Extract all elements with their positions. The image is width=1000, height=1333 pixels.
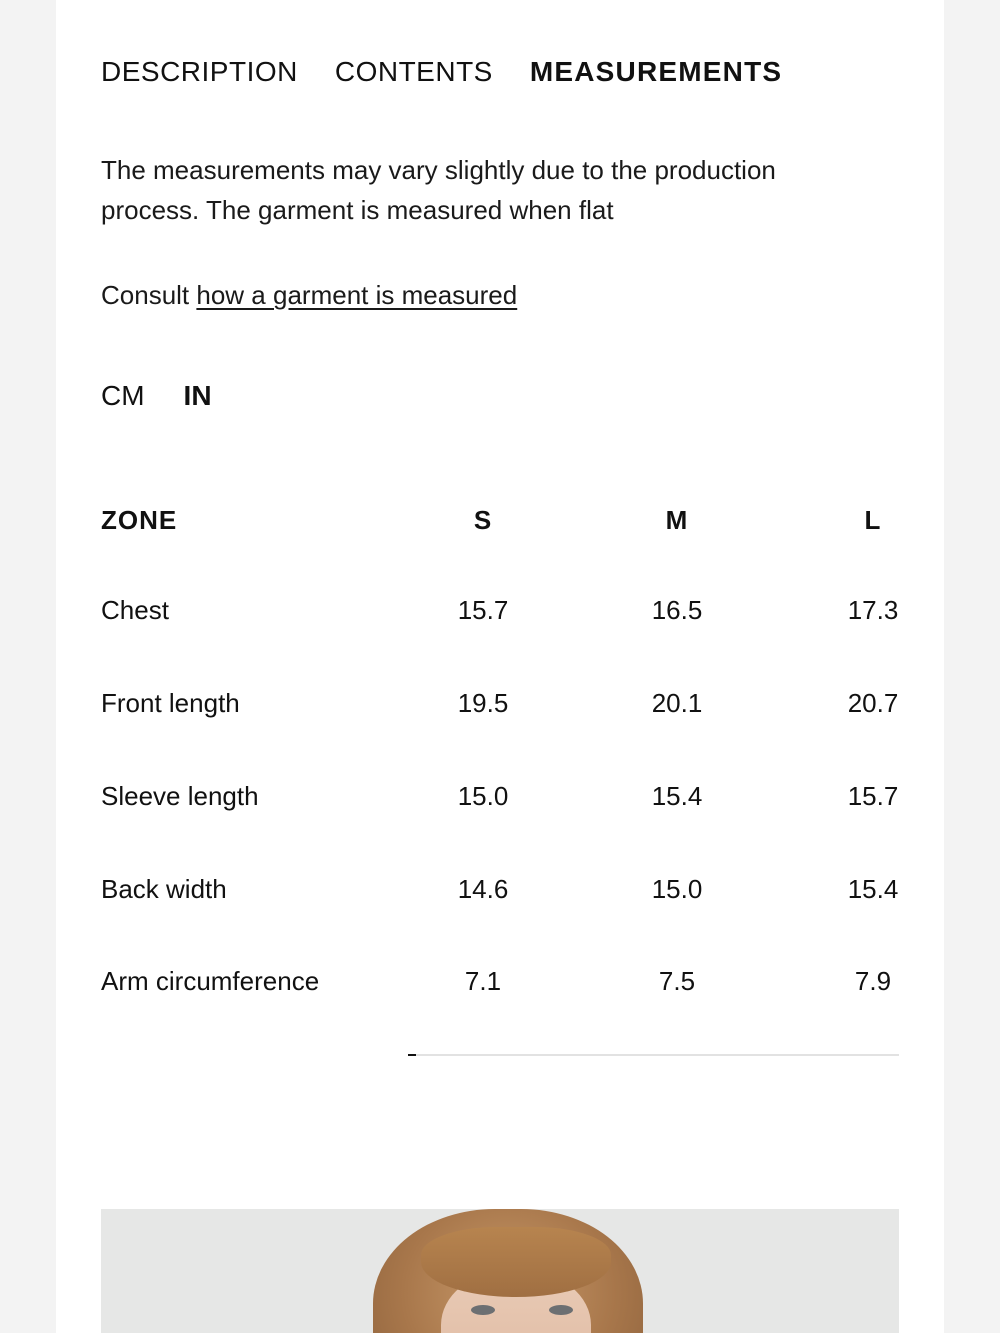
photo-eye-shape [471,1305,495,1315]
size-value: 15.4 [651,781,703,811]
model-photo [101,1209,899,1333]
consult-prefix: Consult [101,280,197,310]
unit-in[interactable]: IN [183,380,212,411]
tab-description[interactable]: DESCRIPTION [101,56,298,87]
size-value: 15.0 [651,874,703,904]
size-value: 15.7 [847,781,899,811]
size-value: 14.6 [457,874,509,904]
table-row [101,869,899,909]
size-value: 16.5 [651,595,703,625]
zone-label: Sleeve length [101,781,259,811]
size-value: 19.5 [457,688,509,718]
zone-label: Arm circumference [101,966,320,996]
size-value: 20.7 [847,688,899,718]
size-value: 7.5 [658,966,696,996]
scrollbar-thumb[interactable] [408,1054,416,1056]
tab-contents[interactable]: CONTENTS [334,56,493,87]
table-row [101,776,899,816]
size-table-header [101,500,899,540]
header-size-l: L [864,505,882,535]
table-horizontal-scrollbar[interactable] [408,1054,899,1056]
unit-switch [101,380,212,412]
table-row [101,683,899,723]
product-tabs [101,56,782,88]
zone-label: Chest [101,595,169,625]
size-value: 17.3 [847,595,899,625]
consult-line [101,280,517,311]
table-row [101,590,899,630]
header-size-s: S [473,505,493,535]
table-row [101,961,899,1001]
size-value: 15.0 [457,781,509,811]
unit-cm[interactable]: CM [101,380,145,411]
size-value: 7.9 [854,966,892,996]
how-measured-link[interactable]: how a garment is measured [196,280,518,310]
zone-label: Back width [101,874,227,904]
size-value: 7.1 [464,966,502,996]
zone-label: Front length [101,688,240,718]
header-size-m: M [665,505,689,535]
measurements-description: The measurements may vary slightly due to the production process. The garment is measured when flat [101,155,776,225]
photo-eye-shape [549,1305,573,1315]
size-value: 20.1 [651,688,703,718]
size-value: 15.4 [847,874,899,904]
header-zone: ZONE [101,505,178,535]
size-value: 15.7 [457,595,509,625]
photo-bangs-shape [421,1227,611,1297]
tab-measurements[interactable]: MEASUREMENTS [529,56,783,87]
